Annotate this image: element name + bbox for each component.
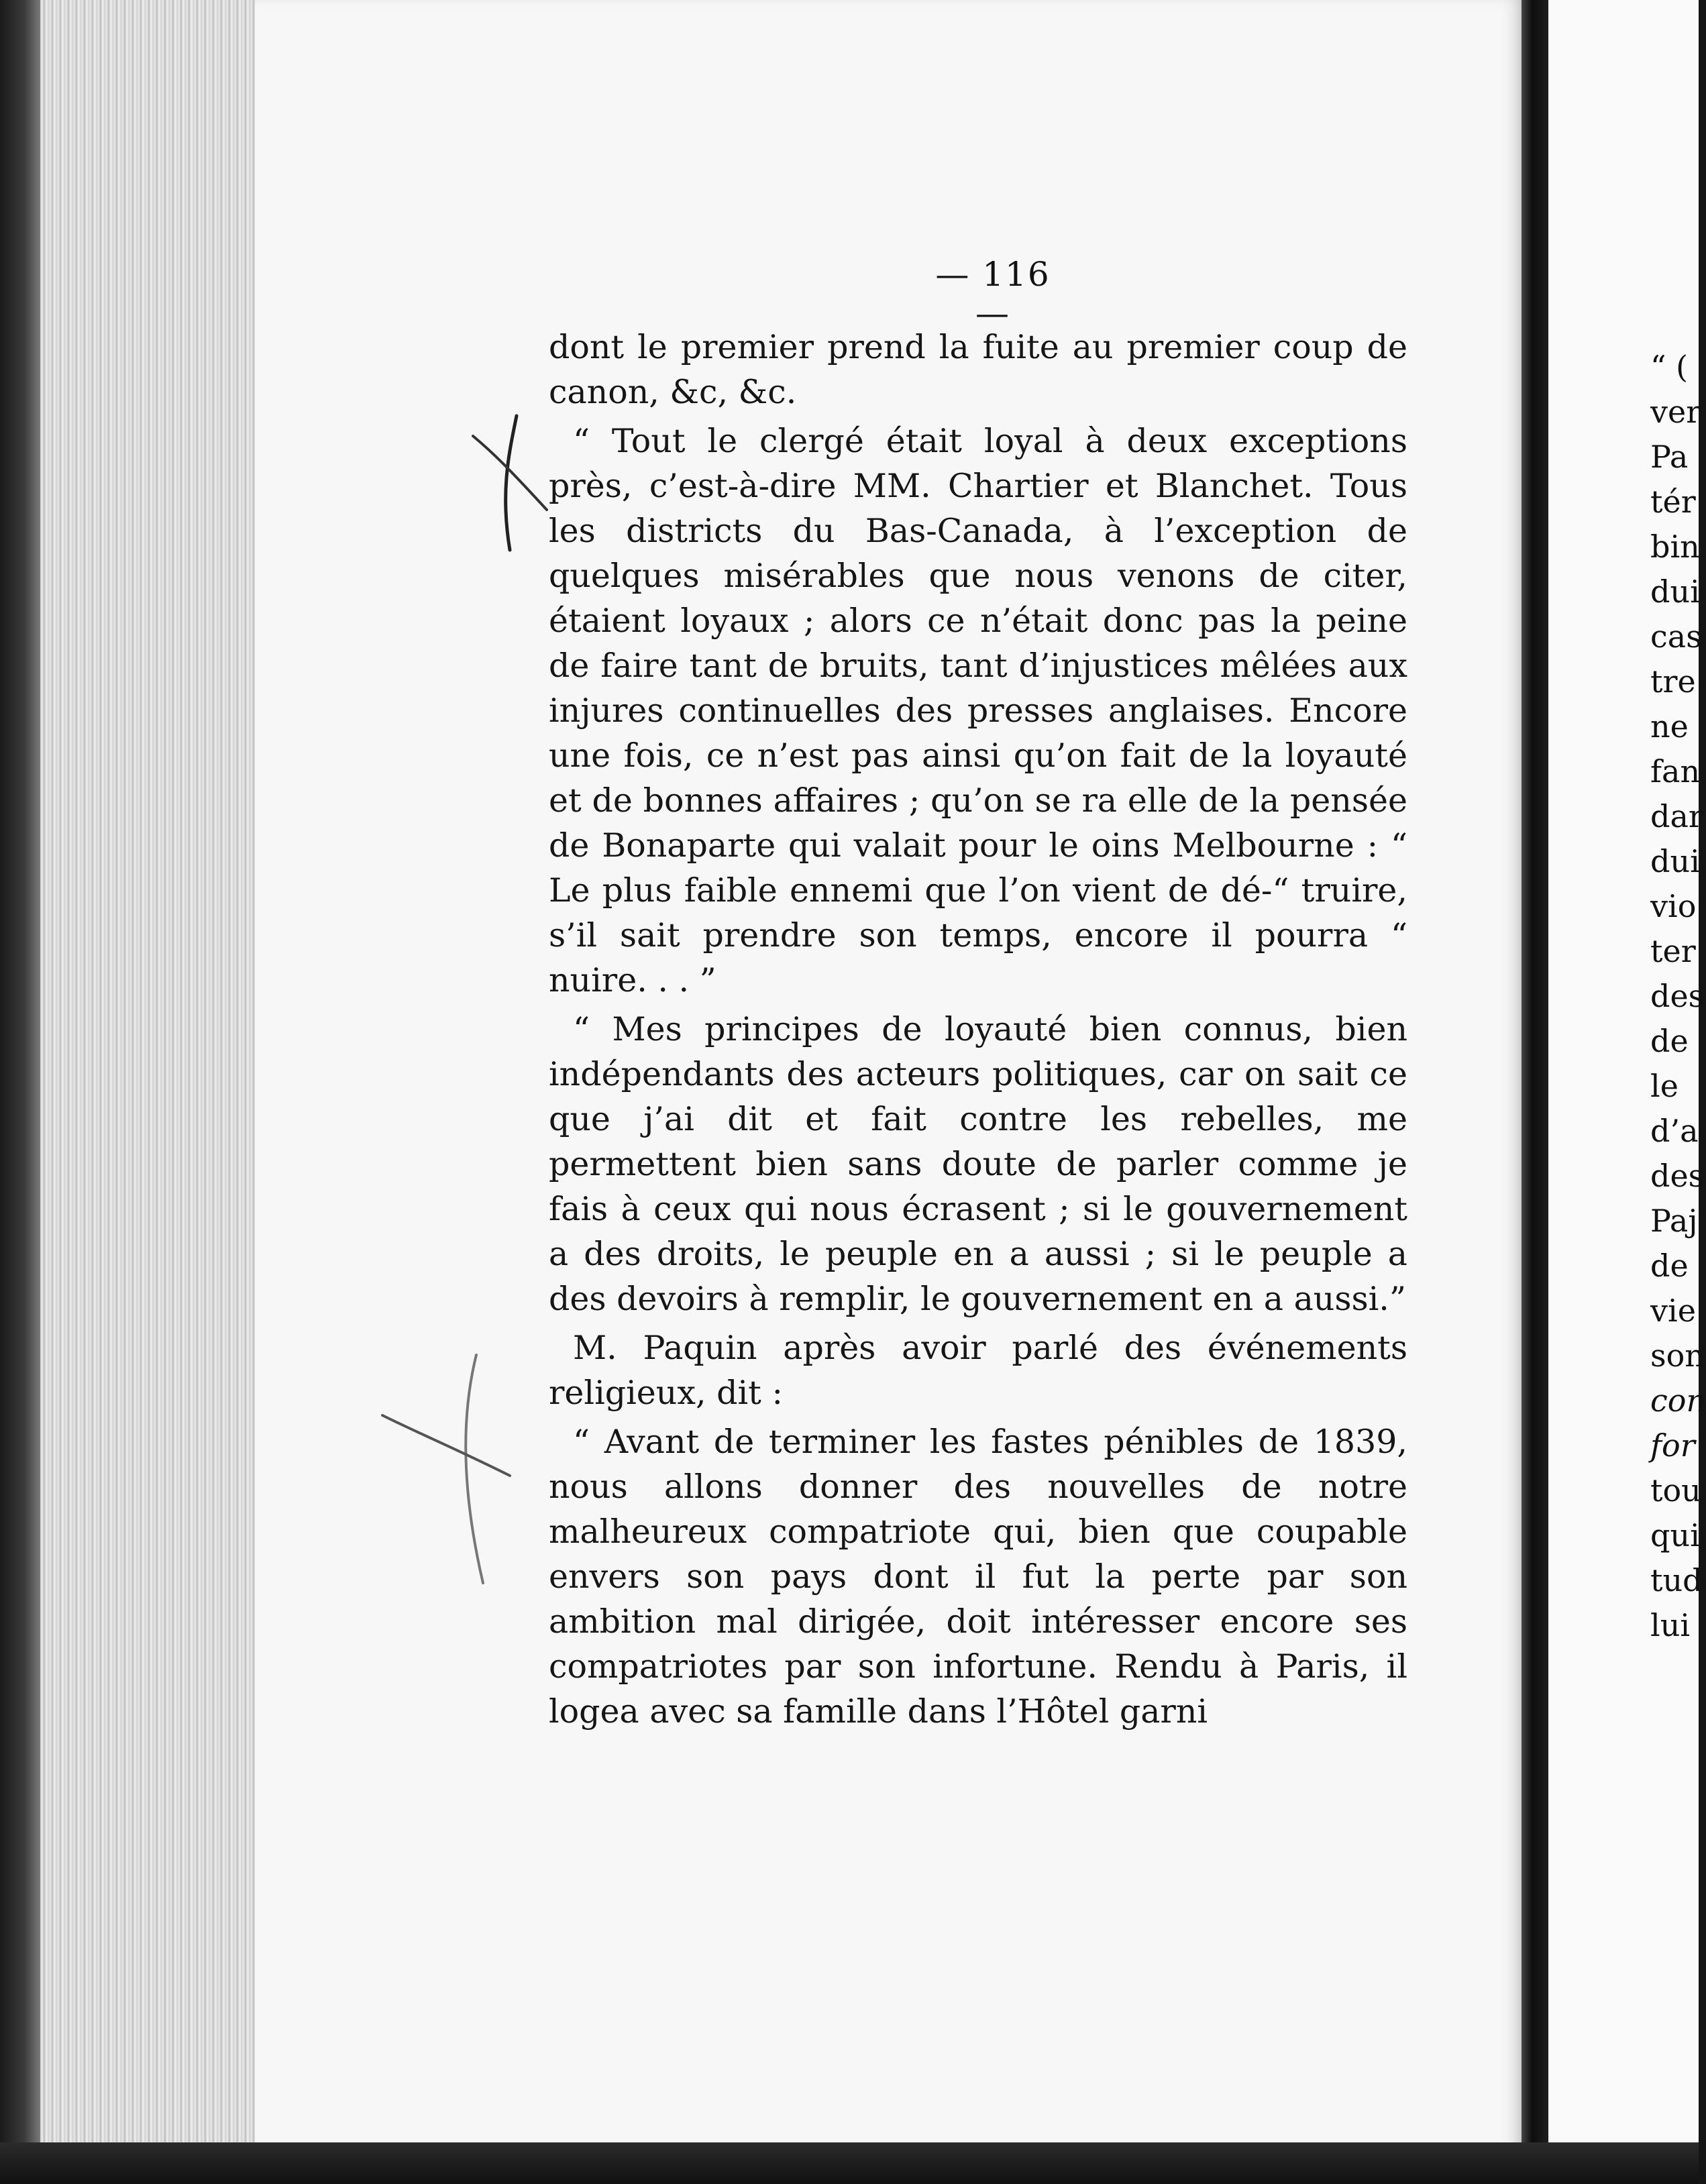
facing-page-fragment: dui bbox=[1650, 574, 1700, 610]
facing-page-fragment: fan bbox=[1650, 753, 1701, 789]
facing-page-fragment: le bbox=[1650, 1068, 1678, 1104]
facing-page-fragment: cas bbox=[1650, 618, 1702, 655]
scan-bottom-edge bbox=[0, 2142, 1699, 2184]
facing-page-fragment: tud bbox=[1650, 1562, 1703, 1598]
facing-page-fragment: qui bbox=[1650, 1517, 1700, 1553]
facing-page-fragment: des bbox=[1650, 978, 1705, 1014]
page-body bbox=[549, 325, 1407, 1734]
facing-page-fragment: son bbox=[1650, 1337, 1705, 1374]
facing-page-fragment: de bbox=[1650, 1248, 1689, 1284]
facing-page-fragment: for bbox=[1650, 1427, 1695, 1464]
book-binding-edge bbox=[0, 0, 40, 2184]
facing-page-fragment: dar bbox=[1650, 798, 1703, 834]
facing-page-fragment: ne bbox=[1650, 708, 1689, 745]
facing-page-fragment: de bbox=[1650, 1023, 1689, 1059]
facing-page-fragment: d’a bbox=[1650, 1113, 1699, 1149]
handwritten-x-mark bbox=[463, 409, 557, 557]
paragraph-4: M. Paquin après avoir parlé des événements religieux, dit : bbox=[549, 1329, 1407, 1412]
facing-page-fragment: ter bbox=[1650, 933, 1696, 969]
facing-page-fragment: “ ( bbox=[1650, 349, 1689, 385]
facing-page-fragment: ver bbox=[1650, 394, 1701, 430]
facing-page-fragment: tre bbox=[1650, 663, 1696, 700]
facing-page-fragment: des bbox=[1650, 1158, 1705, 1194]
paragraph-2: “ Tout le clergé était loyal à deux exceptions près, c’est-à-dire MM. Chartier et Blanchet. Tous les districts du Bas-Canada, à l’exception de quelques misérables que nous venons de citer, étaient loyaux ; alors ce n’était donc pas la peine de faire tant de bruits, tant d’injustices mêlées aux injures continuelles des presses anglaises. Encore une fois, ce n’est pas ainsi qu’on fait de la loyauté et de bonnes affaires ; qu’on se ra elle de la pensée de Bonaparte qui valait pour le oins Melbourne : “ Le plus faible ennemi que l’on vient de dé-“ truire, s’il sait prendre son temps, encore il pourra “ nuire. . . ” bbox=[549, 422, 1407, 999]
paragraph-3: “ Mes principes de loyauté bien connus, bien indépendants des acteurs politiques, car on sait ce que j’ai dit et fait contre les rebelles, me permettent bien sans doute de parler comme je fais à ceux qui nous écrasent ; si le gouvernement a des droits, le peuple en a aussi ; si le peuple a des devoirs à remplir, le gouvernement en a aussi.” bbox=[549, 1010, 1407, 1318]
book-gutter bbox=[1522, 0, 1548, 2184]
page-number: — 116 — bbox=[935, 255, 1051, 333]
facing-page-fragment: con bbox=[1650, 1382, 1706, 1419]
facing-page-fragment: dui bbox=[1650, 843, 1700, 879]
facing-page-fragment: tou bbox=[1650, 1472, 1701, 1509]
facing-page-fragment: Paj bbox=[1650, 1203, 1698, 1239]
facing-page-fragment: vie bbox=[1650, 1293, 1696, 1329]
paragraph-5: “ Avant de terminer les fastes pénibles de 1839, nous allons donner des nouvelles de notre malheureux compatriote qui, bien que coupable envers son pays dont il fut la perte par son ambition mal dirigée, doit intéresser encore ses compatriotes par son infortune. Rendu à Paris, il logea avec sa famille dans l’Hôtel garni bbox=[549, 1423, 1407, 1731]
facing-page-fragment: vio bbox=[1650, 888, 1697, 924]
facing-page-fragment: bin bbox=[1650, 529, 1700, 565]
handwritten-x-mark-2 bbox=[376, 1348, 510, 1590]
paragraph-1: dont le premier prend la fuite au premier coup de canon, &c, &c. bbox=[549, 328, 1407, 411]
facing-page-fragment: Pa bbox=[1650, 439, 1689, 475]
facing-page-fragment: lui bbox=[1650, 1607, 1691, 1643]
facing-page-fragment: tér bbox=[1650, 484, 1696, 520]
